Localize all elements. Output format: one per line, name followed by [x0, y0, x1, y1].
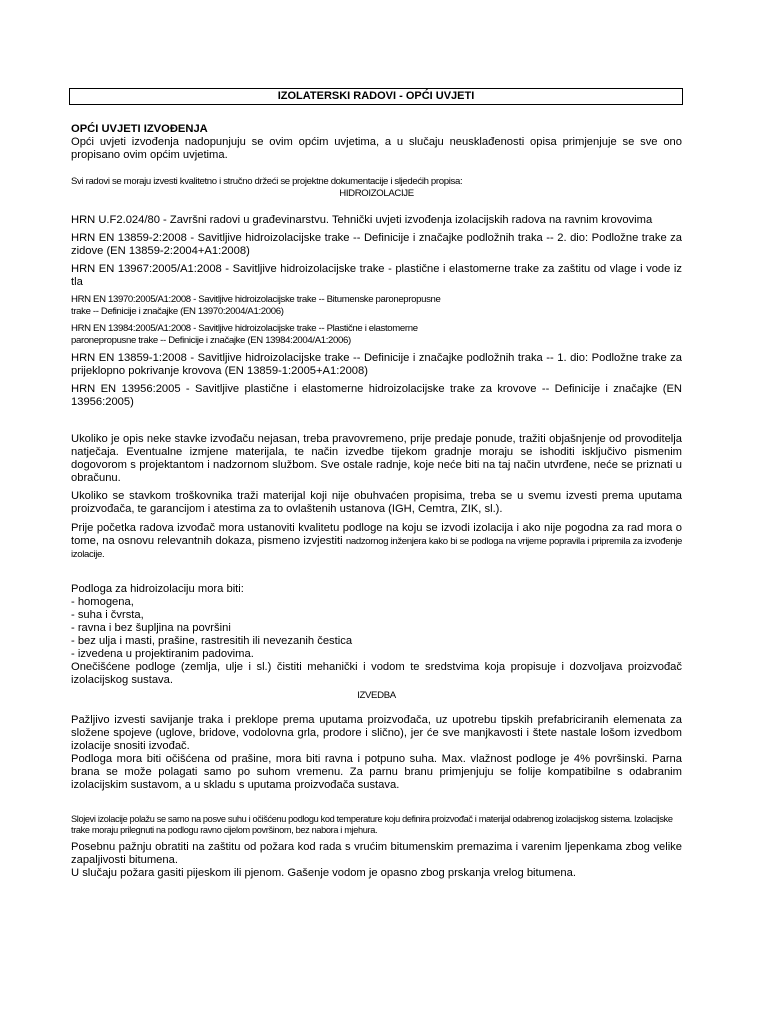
document-title: IZOLATERSKI RADOVI - OPĆI UVJETI — [69, 88, 683, 105]
list-item: - ravna i bez šupljina na površini — [71, 622, 231, 634]
intro-text: Opći uvjeti izvođenja nadopunjuju se ovim općim uvjetima, a u slučaju neusklađenosti opisa primjenjuje se sve ono propisano ovim općim uvjetima. — [71, 136, 682, 161]
standard-item: HRN EN 13859-2:2008 - Savitljive hidroizolacijske trake -- Definicije i značajke podložnih traka -- 2. dio: Podložne trake za zidove (EN 13859-2:2004+A1:2008) — [71, 232, 682, 257]
paragraph-materials: Ukoliko se stavkom troškovnika traži materijal koji nije obuhvaćen propisima, treba se u svemu izvesti prema uputama proizvođača, te garancijom i atestima za to ovlaštenih ustanova (IGH, Cemtra, ZIK, sl.). — [71, 490, 682, 515]
list-item: - suha i čvrsta, — [71, 609, 144, 621]
regulations-intro: Svi radovi se moraju izvesti kvalitetno i stručno držeći se projektne dokumentacije i sljedećih propisa: — [71, 176, 463, 187]
standard-item: HRN EN 13956:2005 - Savitljive plastične i elastomerne hidroizolacijske trake za krovove -- Definicije i značajke (EN 13956:2005) — [71, 383, 682, 408]
list-item: - homogena, — [71, 596, 134, 608]
paragraph-substrate-check — [71, 522, 682, 561]
paragraph-substrate-check-b: nadzornog inženjera kako bi se podloga na vrijeme popravila i pripremila za izvođenje izolacije. — [71, 536, 682, 560]
substrate-cleaning: Onečišćene podloge (zemlja, ulje i sl.) čistiti mehanički i vodom te sredstvima koja propisuje i dozvoljava proizvođač izolacijskog sustava. — [71, 661, 682, 686]
standard-item-line: paronepropusne trake -- Definicije i značajke (EN 13984:2004/A1:2006) — [71, 335, 351, 346]
paragraph-clarification: Ukoliko je opis neke stavke izvođaču nejasan, treba pravovremeno, prije predaje ponude, tražiti objašnjenje od provoditelja natječaja. Eventualne izmjene materijala, te način izvedbe tijekom gradnje moraju se ishoditi isključivo pismenim dogovorom s projektantom i nadzornom službom. Sve ostale radnje, koje neće biti na taj način utvrđene, neće se priznati u obračunu. — [71, 433, 682, 484]
standard-item-line: HRN EN 13984:2005/A1:2008 - Savitljive hidroizolacijske trake -- Plastične i elastomerne — [71, 323, 418, 334]
standard-item-line: trake -- Definicije i značajke (EN 13970:2004/A1:2006) — [71, 306, 284, 317]
substrate-intro: Podloga za hidroizolaciju mora biti: — [71, 583, 244, 595]
paragraph-execution-1: Pažljivo izvesti savijanje traka i preklope prema uputama proizvođača, uz upotrebu tipskih prefabriciranih elemenata za složene spojeve (uglove, bridove, vodolovna grla, prodore i slično), jer će sve manjkavosti i štete nastale lošom izvedbom izolacije snositi izvođač. — [71, 714, 682, 752]
paragraph-fire-safety: Posebnu pažnju obratiti na zaštitu od požara kod rada s vrućim bitumenskim premazima i varenim ljepenkama zbog velike zapaljivosti bitumena. — [71, 841, 682, 866]
standard-item-line: HRN EN 13970:2005/A1:2008 - Savitljive hidroizolacijske trake -- Bitumenske paronepropusne — [71, 294, 441, 305]
paragraph-execution-3: Slojevi izolacije polažu se samo na posve suhu i očišćenu podlogu kod temperature koju definira proizvođač i materijal odabrenog izolacijskog sistema. Izolacijske trake moraju prilegnuti na podlogu ravno cijelom površinom, bez nabora i mjehura. — [71, 814, 673, 835]
standard-item: HRN EN 13859-1:2008 - Savitljive hidroizolacijske trake -- Definicije i značajke podložnih traka -- 1. dio: Podložne trake za prijeklopno pokrivanje krovova (EN 13859-1:2005+A1:2008) — [71, 352, 682, 377]
substrate-requirements-list — [71, 596, 682, 661]
paragraph-execution-2: Podloga mora biti očišćena od prašine, mora biti ravna i potpuno suha. Max. vlažnost podloge je 4% površinski. Parna brana se može polagati samo po suhom vremenu. Za parnu branu primjenjuju se folije kompatibilne s odabranim izolacijskim sustavom, a u skladu s uputama proizvođača sustava. — [71, 753, 682, 791]
intro-heading: OPĆI UVJETI IZVOĐENJA — [71, 123, 208, 135]
list-item: - bez ulja i masti, prašine, rastresitih ili nevezanih čestica — [71, 635, 353, 647]
section-title-hidroizolacije: HIDROIZOLACIJE — [339, 188, 414, 199]
paragraph-substrate-check-a: Prije početka radova izvođač mora ustanoviti kvalitetu podloge na koju se izvodi izolacija i ako nije pogodna za rad mora o tome, na osnovu relevantnih dokaza, pismeno izvjestiti — [71, 522, 682, 547]
paragraph-fire-extinguish: U slučaju požara gasiti pijeskom ili pjenom. Gašenje vodom je opasno zbog prskanja vrelog bitumena. — [71, 867, 576, 879]
list-item: - izvedena u projektiranim padovima. — [71, 648, 254, 660]
section-title-izvedba: IZVEDBA — [357, 690, 396, 701]
standard-item: HRN U.F2.024/80 - Završni radovi u građevinarstvu. Tehnički uvjeti izvođenja izolacijskih radova na ravnim krovovima — [71, 214, 653, 226]
document-body — [71, 123, 682, 880]
standard-item: HRN EN 13967:2005/A1:2008 - Savitljive hidroizolacijske trake - plastične i elastomerne trake za zaštitu od vlage i vode iz tla — [71, 263, 682, 288]
